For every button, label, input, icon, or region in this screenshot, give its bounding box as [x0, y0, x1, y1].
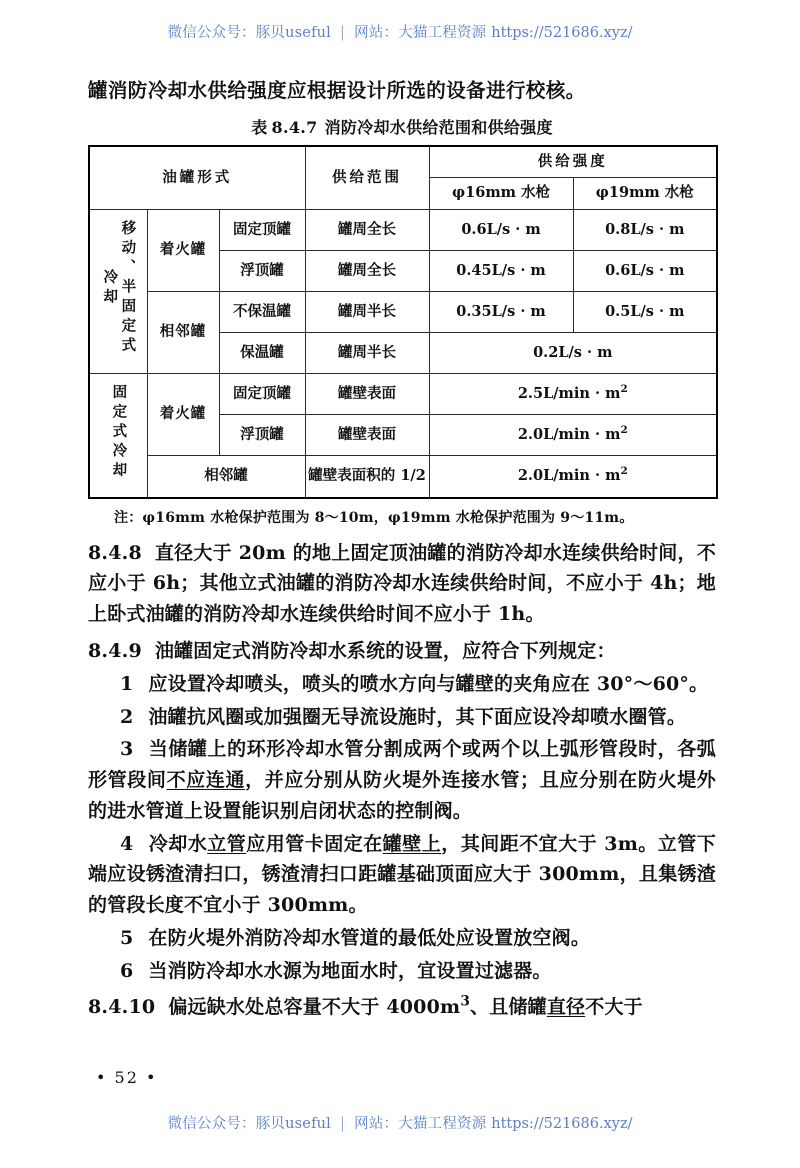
item-number: 2 — [120, 705, 134, 728]
row-value-number: 2.0L/min · m — [517, 426, 621, 444]
list-item-6 — [88, 956, 716, 987]
group-mobile-semifixed — [89, 209, 147, 373]
clause-number: 8.4.10 — [88, 996, 156, 1019]
item-number: 6 — [120, 959, 134, 982]
list-item-2 — [88, 702, 716, 733]
table-caption-number: 8.4.7 — [271, 118, 318, 138]
row-value-number: 2.5L/min · m — [517, 384, 621, 402]
row-value-merged — [429, 373, 717, 414]
row-value-19: 0.8L/s · m — [573, 209, 717, 250]
header-supply-range: 供给范围 — [305, 146, 429, 209]
group-adjacent-tank-1: 相邻罐 — [147, 291, 219, 373]
row-tank-type: 固定顶罐 — [219, 373, 305, 414]
row-tank-type-adjacent: 相邻罐 — [147, 456, 305, 498]
row-tank-type: 保温罐 — [219, 332, 305, 373]
table-row — [89, 456, 717, 498]
item-text: 当消防冷却水水源为地面水时，宜设置过滤器。 — [148, 959, 552, 982]
row-value-19: 0.5L/s · m — [573, 291, 717, 332]
item-number: 5 — [120, 926, 134, 949]
row-supply-range: 罐周全长 — [305, 209, 429, 250]
item-text-underline-b: 罐壁上 — [382, 832, 442, 855]
footer-separator: | — [340, 1116, 346, 1132]
row-supply-range: 罐周全长 — [305, 250, 429, 291]
lead-paragraph: 罐消防冷却水供给强度应根据设计所选的设备进行校核。 — [88, 79, 586, 102]
item-number: 3 — [120, 738, 134, 761]
header-nozzle-19: φ19mm 水枪 — [573, 178, 717, 209]
list-item-5 — [88, 923, 716, 954]
footer-site-label: 网站：大猫工程资源 — [354, 1116, 487, 1132]
table-caption-prefix: 表 — [251, 118, 268, 138]
row-value-16: 0.6L/s · m — [429, 209, 573, 250]
row-tank-type: 浮顶罐 — [219, 250, 305, 291]
header-url: https://521686.xyz/ — [491, 25, 633, 41]
table-header-row-1 — [89, 146, 717, 178]
clause-text-part-b: 、且储罐 — [470, 996, 547, 1019]
item-text-underline-a: 不应连通 — [166, 769, 246, 792]
row-value-19: 0.6L/s · m — [573, 250, 717, 291]
clause-8-4-10 — [88, 992, 716, 1023]
clause-text-part-a: 偏远缺水处总容量不大于 4000m — [168, 996, 461, 1019]
header-supply-intensity: 供给强度 — [429, 146, 717, 178]
item-text: 在防火堤外消防冷却水管道的最低处应设置放空阀。 — [148, 926, 591, 949]
item-number: 4 — [120, 832, 134, 855]
footer-url: https://521686.xyz/ — [491, 1116, 633, 1132]
list-item-4 — [88, 829, 716, 921]
item-text-part-a: 当储罐上的环形冷却水管分割成两个或两个以上弧形管段时，各弧形管段间 — [88, 738, 716, 792]
item-text-part-a: 冷却水 — [148, 832, 208, 855]
table-row — [89, 373, 717, 414]
row-value-number: 2.0L/min · m — [517, 467, 621, 485]
header-watermark — [0, 21, 800, 42]
list-item-1 — [88, 669, 716, 700]
row-tank-type: 不保温罐 — [219, 291, 305, 332]
header-tank-type: 油罐形式 — [89, 146, 305, 209]
item-text: 油罐抗风圈或加强圈无导流设施时，其下面应设冷却喷水圈管。 — [148, 705, 687, 728]
clause-number: 8.4.9 — [88, 639, 142, 662]
row-value-superscript: 2 — [620, 465, 628, 478]
group-fixed-label: 固定式冷却 — [110, 383, 128, 482]
footer-watermark — [0, 1112, 800, 1133]
item-text-part-b: ，并应分别从防火堤外连接水管；且应分别在防火堤外的进水管道上设置能识别启闭状态的控制阀。 — [88, 769, 716, 822]
clause-text: 直径大于 20m 的地上固定顶油罐的消防冷却水连续供给时间，不应小于 6h；其他立式油罐的消防冷却水连续供给时间，不应小于 4h；地上卧式油罐的消防冷却水连续供给时间不应小于 1h。 — [88, 541, 716, 626]
row-supply-range: 罐壁表面 — [305, 414, 429, 455]
row-supply-range: 罐周半长 — [305, 291, 429, 332]
item-text-part-c: ，其间距不宜大于 3m。立管下端应设锈渣清扫口，锈渣清扫口距罐基础顶面应大于 300mm，且集锈渣的管段长度不宜小于 300mm。 — [88, 832, 716, 917]
item-text: 应设置冷却喷头，喷头的喷水方向与罐壁的夹角应在 30°～60°。 — [148, 672, 709, 695]
table-note: 注：φ16mm 水枪保护范围为 8～10m，φ19mm 水枪保护范围为 9～11m。 — [114, 509, 634, 526]
row-value-superscript: 2 — [620, 424, 628, 437]
header-separator: | — [340, 25, 346, 41]
clause-8-4-9 — [88, 636, 716, 667]
table-caption — [88, 115, 716, 138]
item-number: 1 — [120, 672, 134, 695]
page-content — [88, 78, 716, 1023]
row-tank-type: 浮顶罐 — [219, 414, 305, 455]
clause-superscript: 3 — [460, 994, 471, 1011]
group-burning-tank-2: 着火罐 — [147, 373, 219, 456]
row-value-merged — [429, 456, 717, 498]
list-item-3 — [88, 734, 716, 826]
clause-text-underline: 直径 — [546, 996, 586, 1019]
row-supply-range: 罐壁表面 — [305, 373, 429, 414]
group-burning-tank-1: 着火罐 — [147, 209, 219, 291]
row-value-merged — [429, 414, 717, 455]
supply-intensity-table — [88, 145, 718, 498]
group-fixed-cooling — [89, 373, 147, 498]
row-value-16: 0.35L/s · m — [429, 291, 573, 332]
row-value-16: 0.45L/s · m — [429, 250, 573, 291]
group-mobile-label: 移动、半固定式冷却 — [101, 220, 137, 357]
row-supply-range: 罐壁表面积的 1/2 — [305, 456, 429, 498]
clause-text: 油罐固定式消防冷却水系统的设置，应符合下列规定： — [154, 639, 616, 662]
row-value-merged: 0.2L/s · m — [429, 332, 717, 373]
row-value-superscript: 2 — [620, 382, 628, 395]
row-supply-range: 罐周半长 — [305, 332, 429, 373]
table-row — [89, 209, 717, 250]
page-number: • 52 • — [96, 1068, 158, 1087]
clause-8-4-8 — [88, 538, 716, 630]
clause-text-part-c: 不大于 — [585, 996, 643, 1019]
item-text-underline-a: 立管 — [207, 832, 247, 855]
item-text-part-b: 应用管卡固定在 — [246, 832, 383, 855]
header-wechat-label: 微信公众号：豚贝useful — [167, 25, 332, 41]
header-site-label: 网站：大猫工程资源 — [354, 25, 487, 41]
footer-wechat-label: 微信公众号：豚贝useful — [167, 1116, 332, 1132]
row-tank-type: 固定顶罐 — [219, 209, 305, 250]
header-nozzle-16: φ16mm 水枪 — [429, 178, 573, 209]
table-row — [89, 291, 717, 332]
table-caption-title: 消防冷却水供给范围和供给强度 — [324, 118, 553, 138]
clause-number: 8.4.8 — [88, 541, 142, 564]
